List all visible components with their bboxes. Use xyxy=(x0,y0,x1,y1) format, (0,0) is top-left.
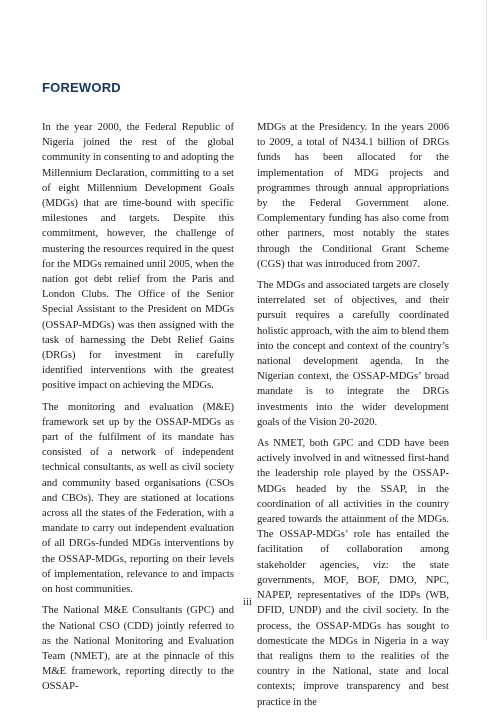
left-paragraph-3: The National M&E Consultants (GPC) and the National CSO (CDD) jointly referred to as the National Monitoring and Evaluation Team (NMET), are at the pinnacle of this M&E framework, reporting directly to the OSSAP- xyxy=(42,605,234,693)
right-paragraph-1: MDGs at the Presidency. In the years 2006 to 2009, a total of N434.1 billion of DRGs funds has been allocated for the implementation of MDG projects and programmes through annual appropriations by the Federal Government alone. Complementary funding has also come from other partners, most notably the states through the Conditional Grant Scheme (CGS) that was introduced from 2007. xyxy=(257,122,449,270)
left-paragraph-1: In the year 2000, the Federal Republic of Nigeria joined the rest of the global community in consenting to and adopting the Millennium Declaration, committing to a set of eight Millennium Development Goals (MDGs) that are time-bound with specific milestones and targets. Despite this commitment, however, the challenge of mustering the resources required in the quest for the MDGs remained until 2005, when the nation got debt relief from the Paris and London Clubs. The Office of the Senior Special Assistant to the President on MDGs (OSSAP-MDGs) was then assigned with the task of harnessing the Debt Relief Gains (DRGs) for investment in carefully identified interventions with the greatest positive impact on achieving the MDGs. xyxy=(42,122,234,392)
page-number: iii xyxy=(242,596,253,608)
page-heading: FOREWORD xyxy=(42,80,121,95)
left-paragraph-2: The monitoring and evaluation (M&E) framework set up by the OSSAP-MDGs as part of the fulfilment of its mandate has consisted of a network of independent technical consultants, as well as civil society and community based organisations (CSOs and CBOs). They are stationed at locations across all the states of the Federation, with a mandate to carry out independent evaluation of all DRGs-funded MDGs interventions by the OSSAP-MDGs, reporting on their levels of implementation, relevance to and impacts on host communities. xyxy=(42,401,234,596)
right-paragraph-3: As NMET, both GPC and CDD have been actively involved in and witnessed first-hand the leadership role played by the OSSAP-MDGs headed by the SSAP, in the coordination of all activities in the country geared towards the attainment of the MDGs. The OSSAP-MDGs’ role has entailed the facilitation of collaboration among stakeholder agencies, viz: the state governments, MOF, BOF, DMO, NPC, NAPEP, representatives of the IDPs (WB, DFID, UNDP) and the civil society. In the process, the OSSAP-MDGs has sought to domesticate the MDGs in Nigeria in a way that realigns them to the realities of the country in the National, state and local contexts; improve transparency and best practice in the xyxy=(257,438,449,708)
left-column xyxy=(42,120,234,701)
right-paragraph-2: The MDGs and associated targets are closely interrelated set of objectives, and their pursuit requires a carefully coordinated holistic approach, with the aim to blend them into the concept and context of the country’s national development agenda. In the Nigerian context, the OSSAP-MDGs’ broad mandate is to integrate the DRGs investments into the wider development goals of the Vision 20-2020. xyxy=(257,280,449,428)
right-column xyxy=(257,120,449,716)
page-edge-rule xyxy=(486,0,487,640)
